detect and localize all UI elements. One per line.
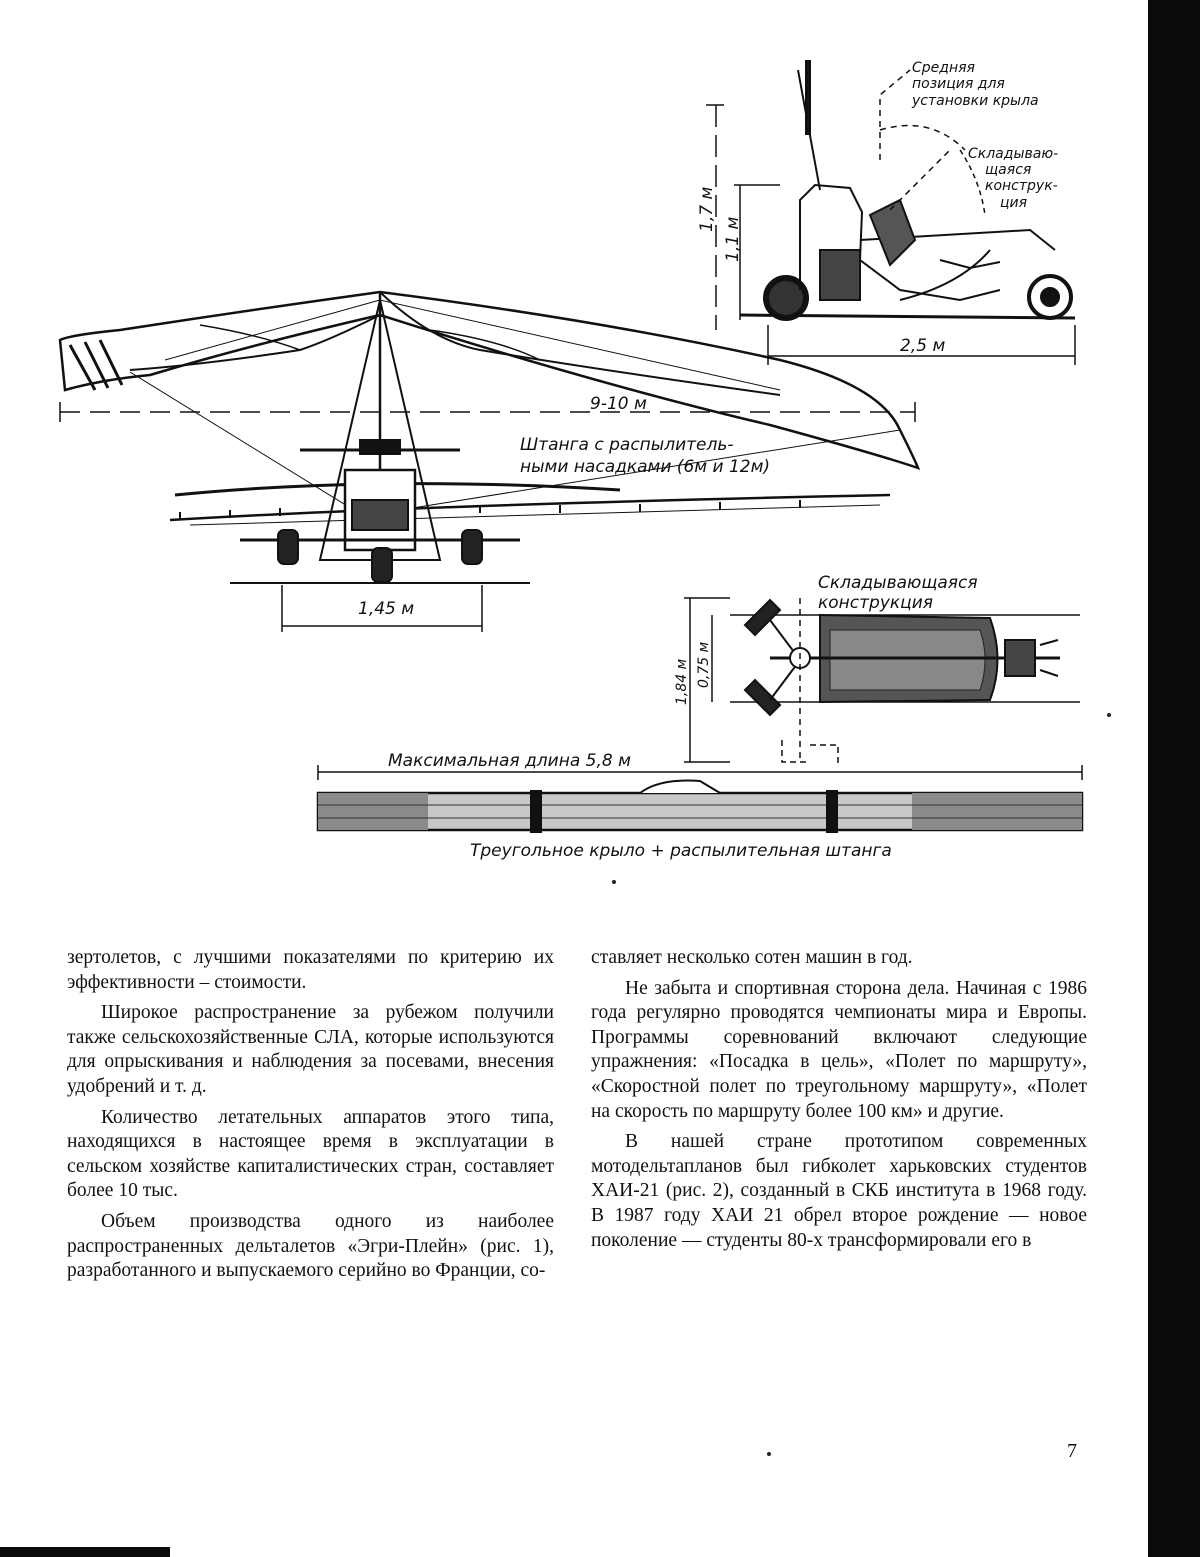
scan-bottom-mark xyxy=(0,1547,170,1557)
paragraph: Не забыта и спортивная сторона дела. Начиная с 1986 года регулярно проводятся чемпионаты мира и Европы. Программы соревнований включают следующие упражнения: «Посадка в цель», «Полет по маршруту», «Скоростной полет по треугольному маршруту», «Полет на скорость по маршруту более 100 км» и другие. xyxy=(591,977,1087,1122)
label-width-1: 1,84 м xyxy=(674,658,690,705)
page-number: 7 xyxy=(1067,1440,1077,1462)
label-folding-top-line-3: конструк- xyxy=(985,178,1058,194)
label-folding-plan-line-2: конструкция xyxy=(818,593,933,613)
label-sprayer-boom-line-2: ными насадками (6м и 12м) xyxy=(520,457,771,477)
label-track: 1,45 м xyxy=(358,599,415,619)
label-middle-position-line-2: позиция для xyxy=(912,76,1005,92)
paragraph: В нашей стране прототипом современных мотодельтапланов был гибколет харьковских студентов ХАИ-21 (рис. 2), созданный в СКБ института в 1968 году. В 1987 году ХАИ 21 обрел второе рождение — новое поколение — студенты 80-х трансформировали его в xyxy=(591,1131,1087,1251)
paragraph: Объем производства одного из наиболее распространенных дельталетов «Эгри-Плейн» (рис. 1), разработанного и выпускаемого серийно во Франции, со- xyxy=(67,1210,554,1282)
paragraph: ставляет несколько сотен машин в год. xyxy=(591,947,913,968)
label-folding-top-line-2: щаяся xyxy=(985,162,1032,178)
label-folding-top-line-4: ция xyxy=(1000,195,1028,211)
label-middle-position-line-1: Средняя xyxy=(912,60,975,76)
text-column-left xyxy=(67,946,554,1290)
label-length-top: 2,5 м xyxy=(900,336,946,356)
label-middle-position-line-3: установки крыла xyxy=(912,93,1039,109)
label-span: 9-10 м xyxy=(590,394,647,414)
paragraph: зертолетов, с лучшими показателями по критерию их эффективности – стоимости. xyxy=(67,947,554,993)
trike-plan-view xyxy=(684,598,1080,765)
label-max-length: Максимальная длина 5,8 м xyxy=(388,751,631,771)
packed-wing-view xyxy=(318,765,1082,833)
label-sprayer-boom-line-1: Штанга с распылитель- xyxy=(520,435,734,455)
scan-speck xyxy=(767,1452,771,1456)
figure-labels xyxy=(358,60,1058,861)
paragraph: Количество летательных аппаратов этого типа, находящихся в настоящее время в эксплуатации в сельском хозяйстве капиталистических стран, составляет более 10 тыс. xyxy=(67,1106,554,1202)
paragraph: Широкое распространение за рубежом получили также сельскохозяйственные СЛА, которые используются для опрыскивания и наблюдения за посевами, внесения удобрений и т. д. xyxy=(67,1002,554,1097)
label-height-2: 1,1 м xyxy=(723,216,743,262)
label-height-1: 1,7 м xyxy=(697,186,717,232)
figure-caption: Треугольное крыло + распылительная штанга xyxy=(470,841,892,861)
label-folding-top-line-1: Складываю- xyxy=(968,146,1059,162)
label-folding-plan-line-1: Складывающаяся xyxy=(818,573,978,593)
label-width-2: 0,75 м xyxy=(696,641,712,688)
text-column-right xyxy=(591,946,1087,1259)
